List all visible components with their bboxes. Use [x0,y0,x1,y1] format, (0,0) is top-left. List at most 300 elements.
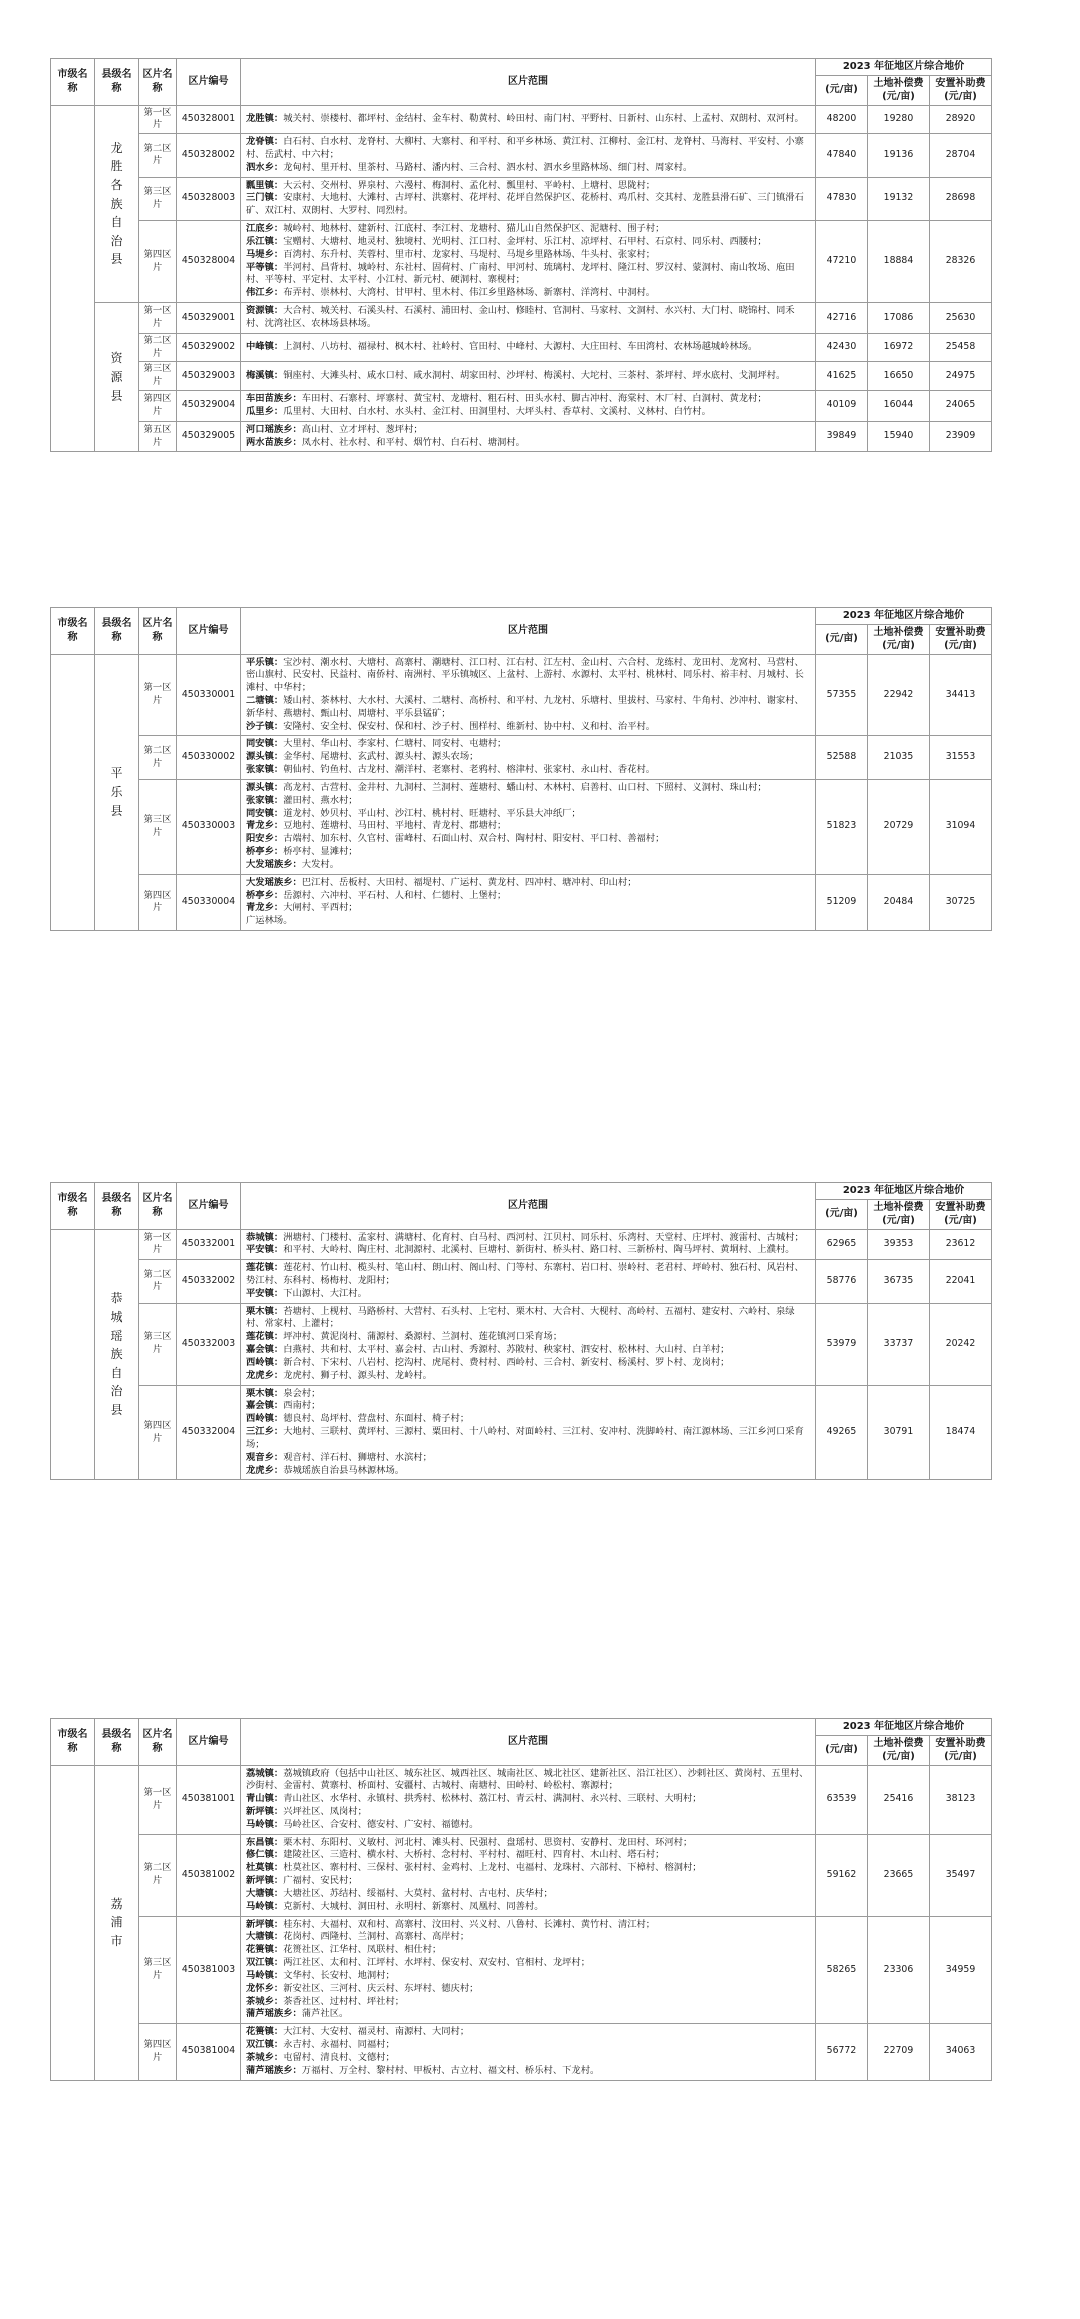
village-list: 布弄村、崇林村、大湾村、甘甲村、里木村、伟江乡里路林场、新寨村、洋湾村、中洞村。 [283,287,656,299]
price-land: 21035 [867,736,929,779]
village-list: 洲塘村、门楼村、孟家村、满塘村、化育村、白马村、西河村、江贝村、同乐村、乐湾村、天堂村、庄坪村、渡雷村、古城村； [283,1231,804,1243]
range-line [246,1996,810,2009]
county-cell [95,654,139,931]
range-line [246,223,810,236]
village-list: 坪冲村、黄泥岗村、蒲源村、桑源村、兰洞村、莲花镇河口采育场； [283,1331,563,1343]
village-list: 新合村、下宋村、八岩村、挖沟村、虎尾村、费村村、西岭村、三合村、新安村、杨溪村、罗卜村、龙岗村； [283,1356,730,1368]
village-list: 杜莫社区、寨村村、三保村、张村村、金鸡村、上龙村、屯福村、龙珠村、六部村、下樟村、榕洞村； [283,1862,702,1874]
village-list: 大塘社区、苏结村、绥福村、大莫村、盆村村、古屯村、庆华村； [283,1887,553,1899]
village-list: 大云村、交州村、界泉村、六漫村、梅洞村、孟化村、瓢里村、平岭村、上塘村、思陇村； [283,179,656,191]
range-line [246,1232,810,1245]
price-land: 16972 [867,333,929,362]
town-name: 同安镇： [246,738,284,750]
price-resettle: 24975 [929,362,991,391]
town-name: 莲花镇： [246,1331,284,1343]
price-land: 23665 [867,1834,929,1916]
range-line [246,1888,810,1901]
range-line [246,721,810,734]
town-name: 大发瑶族乡： [246,876,302,888]
village-list: 桂东村、大福村、双和村、高寨村、汶田村、兴义村、八鲁村、长滩村、黄竹村、清江村； [283,1918,656,1930]
town-name: 蒲芦瑶族乡： [246,2064,302,2076]
village-list: 白石村、白水村、龙脊村、大柳村、大寨村、和平村、和平乡林场、黄江村、江柳村、金江村、龙脊村、马海村、平安村、小寨村、岳武村、中六村； [246,136,804,160]
table-row [51,134,992,177]
range-line [246,406,810,419]
range-line [246,1793,810,1806]
town-name: 青龙乡： [246,820,284,832]
town-name: 杜莫镇： [246,1862,284,1874]
zone-range [241,333,816,362]
village-list: 广福村、安民村； [283,1875,358,1887]
table-row [51,1229,992,1260]
land-price-table-4 [50,1718,992,2081]
zone-name: 第二区片 [139,1260,177,1303]
price-total: 58265 [815,1916,867,2024]
town-name: 资源镇： [246,305,284,317]
table-row [51,1765,992,1834]
table-row [51,1385,992,1480]
zone-code: 450332003 [177,1303,241,1385]
price-resettle: 34063 [929,2024,991,2080]
village-list: 和平村、大岭村、陶庄村、北洞源村、北溪村、巨塘村、新街村、桥头村、路口村、三新桥村、陶马坪村、黄垌村、上濮村。 [283,1244,795,1256]
zone-code: 450329003 [177,362,241,391]
range-line [246,370,810,383]
county-name: 恭城瑶族自治县 [110,1291,123,1417]
town-name: 马岭镇： [246,1818,284,1830]
range-line [246,180,810,193]
town-name: 栗木镇： [246,1305,284,1317]
header-code: 区片编号 [177,1183,241,1230]
header-code: 区片编号 [177,59,241,106]
zone-name: 第一区片 [139,303,177,334]
town-name: 恭城镇： [246,1231,284,1243]
village-list: 车田村、石寨村、坪寨村、黄宝村、龙塘村、粗石村、田头水村、脚古冲村、海棠村、木厂村、白洞村、黄龙村； [301,393,767,405]
county-cell [95,1765,139,2080]
table-body [51,1183,992,1480]
header-land: 土地补偿费(元/亩) [867,75,929,105]
header-price-group: 2023 年征地区片综合地价 [815,1719,991,1736]
county-name: 平乐县 [110,766,123,818]
price-total: 53979 [815,1303,867,1385]
zone-code: 450328002 [177,134,241,177]
range-line [246,2052,810,2065]
city-cell [51,1765,95,2080]
county-name: 荔浦市 [110,1896,123,1948]
village-list: 安康村、大地村、大滩村、古坪村、洪寨村、花坪村、花坪自然保护区、花桥村、鸡爪村、交其村、龙胜县滑石矿、三门镇滑石矿、双江村、双朗村、大罗村、同烈村。 [246,192,804,217]
zone-name: 第一区片 [139,654,177,736]
price-land: 17086 [867,303,929,334]
zone-code: 450332001 [177,1229,241,1260]
town-name: 平乐镇： [246,656,284,668]
zone-code: 450381004 [177,2024,241,2080]
zone-code: 450332002 [177,1260,241,1303]
zone-range [241,303,816,334]
village-list: 大地村、三联村、黄坪村、三源村、粟田村、十八岭村、对面岭村、三江村、安冲村、洗脚岭村、南江源林场、三江乡河口采育场； [246,1426,804,1450]
town-name: 车田苗族乡： [246,393,302,405]
zone-name: 第一区片 [139,1765,177,1834]
zone-range [241,1303,816,1385]
price-total: 49265 [815,1385,867,1480]
village-list: 白燕村、共和村、太平村、嘉会村、古山村、秀源村、苏陂村、秧家村、泗安村、松林村、大山村、白羊村； [283,1344,730,1356]
land-price-table-2 [50,607,992,931]
header-land: 土地补偿费(元/亩) [867,624,929,654]
table-row [51,2024,992,2080]
range-line [246,1768,810,1794]
zone-name: 第一区片 [139,105,177,134]
town-name: 桥亭乡： [246,846,284,858]
town-name: 桥亭乡： [246,889,284,901]
town-name: 青山镇： [246,1793,284,1805]
range-line [246,249,810,262]
zone-name: 第二区片 [139,333,177,362]
range-line [246,808,810,821]
village-list: 下山源村、大江村。 [283,1287,367,1299]
town-name: 新坪镇： [246,1805,284,1817]
range-line [246,1288,810,1301]
town-name: 双江镇： [246,2039,284,2051]
range-line [246,877,810,890]
price-resettle: 23909 [929,421,991,452]
range-line [246,915,810,928]
table-row [51,362,992,391]
county-cell [95,105,139,303]
village-list: 宝沙村、潮水村、大塘村、高寨村、潮塘村、江口村、江右村、江左村、金山村、六合村、龙练村、龙田村、龙窝村、马营村、密山旗村、民安村、民益村、南侨村、南洲村、平乐镇城区、上盆村、上游村、水源村、太平村、桃林村、同乐村、裕丰村、月城村、长滩村、中华村； [246,656,804,694]
city-cell [51,1229,95,1480]
range-line [246,136,810,162]
range-line [246,1244,810,1257]
header-city: 市级名称 [51,59,95,106]
range-line [246,162,810,175]
zone-name: 第二区片 [139,134,177,177]
town-name: 大塘镇： [246,1931,284,1943]
zone-range [241,654,816,736]
price-total: 58776 [815,1260,867,1303]
price-land: 19132 [867,177,929,220]
price-resettle: 18474 [929,1385,991,1480]
zone-range [241,736,816,779]
village-list: 茶香社区、过村村、坪社村； [283,1995,405,2007]
zone-code: 450329004 [177,391,241,422]
village-list: 桥亭村、显滩村； [283,846,358,858]
range-line [246,341,810,354]
zone-range [241,779,816,874]
village-list: 恭城瑶族自治县马林源林场。 [283,1464,405,1476]
range-line [246,1331,810,1344]
village-list: 灌田村、燕水村； [283,794,358,806]
range-line [246,1262,810,1288]
header-row [51,608,992,625]
town-name: 花篑镇： [246,2026,284,2038]
zone-name: 第四区片 [139,874,177,930]
town-name: 两水苗族乡： [246,436,302,448]
range-line [246,1970,810,1983]
range-line [246,192,810,218]
zone-code: 450328004 [177,221,241,303]
zone-name: 第四区片 [139,2024,177,2080]
price-total: 41625 [815,362,867,391]
price-total: 59162 [815,1834,867,1916]
header-zone: 区片名称 [139,608,177,655]
header-total: (元/亩) [815,624,867,654]
town-name: 马堤乡： [246,248,284,260]
price-resettle: 28698 [929,177,991,220]
table-row [51,654,992,736]
town-name: 新坪镇： [246,1875,284,1887]
price-land: 39353 [867,1229,929,1260]
village-list: 莲花村、竹山村、榄头村、笔山村、朗山村、阁山村、门等村、东寨村、岩口村、崇岭村、老君村、坪岭村、独石村、风岩村、势江村、东科村、杨梅村、龙阳村； [246,1262,804,1286]
village-list: 青山社区、水华村、永镇村、拱秀村、松林村、荔江村、青云村、满洞村、永兴村、三联村、大明村； [283,1793,702,1805]
village-list: 花岗村、西隆村、兰洞村、高寨村、高岸村； [283,1931,470,1943]
zone-range [241,1834,816,1916]
village-list: 城岭村、地林村、建新村、江底村、李江村、龙塘村、猫儿山自然保护区、泥塘村、围子村； [283,223,665,235]
price-total: 42716 [815,303,867,334]
price-resettle: 35497 [929,1834,991,1916]
range-line [246,113,810,126]
price-resettle: 25630 [929,303,991,334]
zone-name: 第三区片 [139,1303,177,1385]
village-list: 岳源村、六冲村、平石村、人和村、仁德村、上堡村； [283,889,507,901]
range-line [246,820,810,833]
table-row [51,421,992,452]
range-line [246,1875,810,1888]
range-line [246,305,810,331]
town-name: 江底乡： [246,223,284,235]
range-line [246,287,810,300]
price-resettle: 20242 [929,1303,991,1385]
header-total: (元/亩) [815,75,867,105]
village-list: 大江村、大安村、福灵村、南源村、大同村； [283,2026,470,2038]
price-resettle: 30725 [929,874,991,930]
town-name: 平安镇： [246,1287,284,1299]
price-resettle: 31094 [929,779,991,874]
price-land: 16044 [867,391,929,422]
village-list: 朝仙村、钓鱼村、古龙村、潮洋村、老寨村、老鸦村、榕津村、张家村、永山村、香花村。 [283,764,656,776]
range-line [246,262,810,288]
range-line [246,902,810,915]
village-list: 巴江村、岳板村、大田村、福堤村、广运村、黄龙村、四冲村、塘冲村、印山村； [301,876,637,888]
town-name: 西岭镇： [246,1413,284,1425]
header-row [51,1719,992,1736]
county-name: 资源县 [110,351,123,403]
village-list: 安隆村、安全村、保安村、保和村、沙子村、围样村、维新村、协中村、义和村、治平村。 [283,720,656,732]
range-line [246,2039,810,2052]
town-name: 源头镇： [246,781,284,793]
zone-range [241,221,816,303]
village-list: 兴坪社区、凤岗村； [283,1805,367,1817]
village-list: 高山村、立才坪村、葱坪村； [301,423,423,435]
town-name: 瓢里镇： [246,179,284,191]
price-land: 20729 [867,779,929,874]
town-name: 泗水乡： [246,161,284,173]
range-line [246,657,810,695]
price-land: 22709 [867,2024,929,2080]
village-list: 大里村、华山村、李家村、仁塘村、同安村、屯塘村； [283,738,507,750]
range-line [246,236,810,249]
price-resettle: 28704 [929,134,991,177]
village-list: 大合村、城关村、石溪头村、石溪村、浦田村、金山村、修睦村、官洞村、马家村、文洞村、水兴村、大门村、晓锦村、同禾村、沈湾社区、农林场县林场。 [246,305,795,329]
zone-name: 第一区片 [139,1229,177,1260]
zone-range [241,1260,816,1303]
header-county: 县级名称 [95,1183,139,1230]
table-row [51,221,992,303]
zone-range [241,2024,816,2080]
price-total: 40109 [815,391,867,422]
table-row [51,1303,992,1385]
price-land: 18884 [867,221,929,303]
village-list: 新安社区、三河村、庆云村、东坪村、德庆村； [283,1982,479,1994]
village-list: 豆地村、莲塘村、马田村、平地村、青龙村、郡塘村； [283,820,507,832]
price-total: 51209 [815,874,867,930]
price-resettle: 24065 [929,391,991,422]
range-line [246,1426,810,1452]
town-name: 蒲芦瑶族乡： [246,2008,302,2020]
header-city: 市级名称 [51,1719,95,1766]
price-total: 47830 [815,177,867,220]
range-line [246,846,810,859]
range-line [246,1344,810,1357]
range-line [246,1306,810,1332]
range-line [246,764,810,777]
village-list: 高龙村、古营村、金井村、九洞村、兰洞村、莲塘村、蟠山村、木林村、启善村、山口村、下照村、义洞村、珠山村； [283,781,767,793]
zone-code: 450381001 [177,1765,241,1834]
zone-range [241,105,816,134]
village-list: 凤水村、社水村、和平村、烟竹村、白石村、塘洞村。 [301,436,525,448]
table-row [51,779,992,874]
zone-code: 450328003 [177,177,241,220]
zone-name: 第三区片 [139,779,177,874]
range-line [246,1901,810,1914]
town-name: 同安镇： [246,807,284,819]
table-row [51,105,992,134]
village-list: 万福村、万全村、黎村村、甲板村、古立村、福文村、桥乐村、下龙村。 [301,2064,600,2076]
header-row [51,1183,992,1200]
village-list: 古端村、加东村、久官村、雷峰村、石面山村、双合村、陶村村、阳安村、平口村、善福村； [283,833,665,845]
table-row [51,303,992,334]
header-city: 市级名称 [51,608,95,655]
village-list: 铜座村、大滩头村、咸水口村、咸水洞村、胡家田村、沙坪村、梅溪村、大坨村、三茶村、茶坪村、坪水底村、戈洞坪村。 [283,369,786,381]
zone-code: 450381003 [177,1916,241,2024]
village-list: 宝赠村、大塘村、地灵村、独境村、光明村、江口村、金坪村、乐江村、凉坪村、石甲村、石京村、同乐村、西腰村； [283,235,767,247]
town-name: 双江镇： [246,1957,284,1969]
city-cell [51,105,95,452]
zone-range [241,391,816,422]
zone-code: 450330003 [177,779,241,874]
range-line [246,393,810,406]
price-resettle: 34959 [929,1916,991,2024]
village-list: 城关村、崇楼村、都坪村、金结村、金车村、勒黄村、岭田村、南门村、平野村、日新村、山东村、上孟村、双朗村、双河村。 [283,112,804,124]
price-land: 15940 [867,421,929,452]
town-name: 龙虎乡： [246,1369,284,1381]
price-total: 51823 [815,779,867,874]
village-list: 建陵社区、三造村、横水村、大桥村、念村村、平村村、福旺村、四育村、木山村、塔石村； [283,1849,665,1861]
town-name: 河口瑶族乡： [246,423,302,435]
table-row [51,1260,992,1303]
range-line [246,1862,810,1875]
header-code: 区片编号 [177,608,241,655]
zone-range [241,874,816,930]
header-resettle: 安置补助费(元/亩) [929,624,991,654]
range-line [246,1957,810,1970]
zone-name: 第二区片 [139,1834,177,1916]
village-list: 马岭社区、合安村、德安村、广安村、福德村。 [283,1818,479,1830]
town-name: 新坪镇： [246,1918,284,1930]
range-line [246,2065,810,2078]
town-name: 青龙乡： [246,902,284,914]
price-resettle: 31553 [929,736,991,779]
zone-code: 450330004 [177,874,241,930]
price-resettle: 22041 [929,1260,991,1303]
header-land: 土地补偿费(元/亩) [867,1735,929,1765]
price-land: 16650 [867,362,929,391]
header-land: 土地补偿费(元/亩) [867,1199,929,1229]
town-name: 二塘镇： [246,694,284,706]
village-list: 观音村、洋石村、狮塘村、水滨村； [283,1451,432,1463]
price-total: 56772 [815,2024,867,2080]
village-list: 西南村； [283,1400,321,1412]
village-list: 屯留村、清良村、文德村； [283,2051,395,2063]
zone-range [241,421,816,452]
range-line [246,1465,810,1478]
header-total: (元/亩) [815,1735,867,1765]
price-total: 63539 [815,1765,867,1834]
town-name: 嘉会镇： [246,1344,284,1356]
village-list: 苔塘村、上枧村、马路桥村、大营村、石头村、上宅村、栗木村、大合村、大枧村、高岭村、五福村、建安村、六岭村、泉绿村、常家村、上灌村； [246,1305,795,1330]
town-name: 梅溪镇： [246,369,284,381]
header-row [51,59,992,76]
zone-name: 第二区片 [139,736,177,779]
town-name: 平安镇： [246,1244,284,1256]
town-name: 荔城镇： [246,1767,284,1779]
town-name: 龙脊镇： [246,136,284,148]
town-name: 大发瑶族乡： [246,858,302,870]
village-list: 永吉村、永福村、同福村； [283,2039,395,2051]
price-land: 36735 [867,1260,929,1303]
zone-code: 450329001 [177,303,241,334]
zone-code: 450332004 [177,1385,241,1480]
zone-name: 第三区片 [139,177,177,220]
table-body [51,608,992,931]
price-land: 19136 [867,134,929,177]
header-zone: 区片名称 [139,1183,177,1230]
county-cell [95,1229,139,1480]
range-line [246,859,810,872]
town-name: 马岭镇： [246,1969,284,1981]
header-county: 县级名称 [95,608,139,655]
price-total: 47210 [815,221,867,303]
header-total: (元/亩) [815,1199,867,1229]
price-land: 23306 [867,1916,929,2024]
village-list: 泉会村； [283,1387,321,1399]
village-list: 两江社区、太和村、江坪村、水坪村、保安村、双安村、官相村、龙坪村； [283,1957,591,1969]
price-resettle: 38123 [929,1765,991,1834]
range-line [246,1400,810,1413]
village-list: 金华村、尾塘村、玄武村、源头村、源头农场； [283,751,479,763]
village-list: 百湾村、东升村、芙蓉村、里市村、龙家村、马堤村、马堤乡里路林场、牛头村、张家村； [283,248,656,260]
village-list: 栗木村、东阳村、义敏村、河北村、滩头村、民强村、盘瑶村、思资村、安静村、龙田村、环河村； [283,1836,693,1848]
village-list: 广运林场。 [246,915,293,927]
town-name: 源头镇： [246,751,284,763]
city-cell [51,654,95,931]
table-row [51,391,992,422]
price-resettle: 23612 [929,1229,991,1260]
price-resettle: 25458 [929,333,991,362]
range-line [246,795,810,808]
zone-name: 第三区片 [139,362,177,391]
village-list: 瓜里村、大田村、白水村、水头村、金江村、田洞里村、大坪头村、香草村、文溪村、义林村、白竹村。 [283,405,711,417]
price-land: 30791 [867,1385,929,1480]
town-name: 伟江乡： [246,287,284,299]
header-code: 区片编号 [177,1719,241,1766]
zone-name: 第五区片 [139,421,177,452]
